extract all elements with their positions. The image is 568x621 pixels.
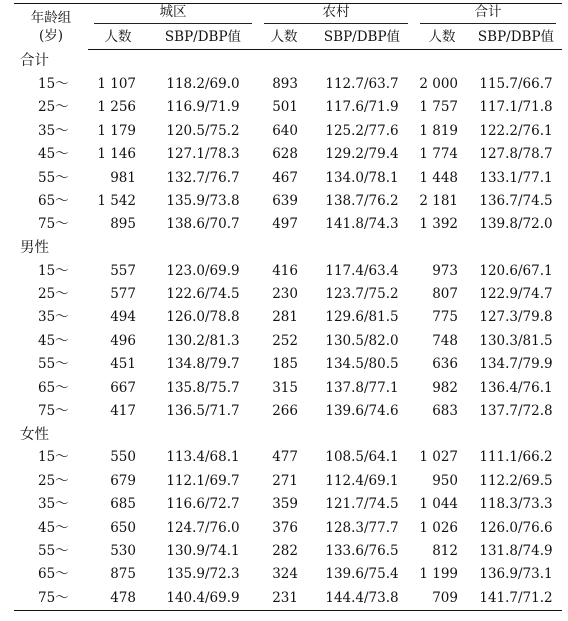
total-count-cell: 1 774 [419, 146, 458, 163]
age-cell: 65～ [38, 379, 69, 396]
rural-value-cell: 112.7/63.7 [325, 75, 399, 92]
rural-count-cell: 640 [272, 122, 298, 139]
rural-count-cell: 230 [272, 286, 298, 303]
urban-count-cell: 451 [110, 356, 136, 373]
age-cell: 65～ [38, 566, 69, 583]
total-count-cell: 973 [432, 262, 458, 279]
rural-value-cell: 137.8/77.1 [325, 379, 399, 396]
total-value-cell: 131.8/74.9 [479, 542, 553, 559]
urban-count-cell: 557 [110, 262, 136, 279]
section-label: 合计 [20, 53, 49, 70]
urban-value-cell: 140.4/69.9 [148, 587, 258, 611]
total-count-cell: 2 181 [419, 192, 458, 209]
age-group-label: 年龄组 [30, 9, 72, 26]
urban-count-cell: 417 [110, 403, 136, 420]
urban-count-cell: 875 [110, 566, 136, 583]
urban-group-header: 城区 [88, 4, 258, 27]
total-value-cell: 130.3/81.5 [479, 332, 553, 349]
urban-count-cell: 981 [110, 169, 136, 186]
urban-count-cell: 1 542 [97, 192, 136, 209]
age-cell: 25～ [38, 286, 69, 303]
total-value-cell: 120.6/67.1 [479, 262, 553, 279]
blood-pressure-table [14, 3, 562, 611]
total-count-cell: 1 044 [419, 496, 458, 513]
age-cell: 75～ [38, 403, 69, 420]
section-label: 女性 [20, 426, 49, 443]
rural-value-cell: 144.4/73.8 [310, 587, 414, 611]
rural-count-cell: 185 [272, 356, 298, 373]
rural-value-cell: 123.7/75.2 [325, 286, 399, 303]
rural-value-cell: 129.2/79.4 [325, 146, 399, 163]
rural-count-header: 人数 [258, 26, 310, 50]
rural-value-cell: 133.6/76.5 [325, 542, 399, 559]
urban-value-cell: 135.9/72.3 [166, 566, 240, 583]
rural-group-header: 农村 [258, 4, 414, 27]
urban-value-cell: 127.1/78.3 [166, 146, 240, 163]
age-cell: 15～ [38, 262, 69, 279]
table-row [14, 120, 562, 143]
rural-value-cell: 139.6/75.4 [325, 566, 399, 583]
rural-count-cell: 893 [272, 75, 298, 92]
urban-count-cell: 577 [110, 286, 136, 303]
total-count-cell: 1 392 [419, 216, 458, 233]
total-count-cell: 1 027 [419, 449, 458, 466]
total-value-header: SBP/DBP值 [470, 26, 562, 50]
urban-count-cell: 1 179 [97, 122, 136, 139]
urban-value-cell: 124.7/76.0 [166, 519, 240, 536]
rural-value-cell: 130.5/82.0 [325, 332, 399, 349]
total-value-cell: 111.1/66.2 [479, 449, 553, 466]
age-cell: 15～ [38, 449, 69, 466]
urban-count-cell: 1 107 [97, 75, 136, 92]
rural-value-cell: 121.7/74.5 [325, 496, 399, 513]
table-row [14, 330, 562, 353]
total-count-cell: 709 [414, 587, 470, 611]
table-row [14, 143, 562, 166]
table-row [14, 540, 562, 563]
rural-value-cell: 134.0/78.1 [325, 169, 399, 186]
rural-count-cell: 324 [272, 566, 298, 583]
urban-value-cell: 130.9/74.1 [166, 542, 240, 559]
age-cell: 25～ [38, 472, 69, 489]
urban-count-cell: 478 [88, 587, 148, 611]
section-label: 男性 [20, 239, 49, 256]
rural-count-cell: 281 [272, 309, 298, 326]
age-cell: 45～ [38, 146, 69, 163]
urban-count-cell: 530 [110, 542, 136, 559]
urban-value-cell: 132.7/76.7 [166, 169, 240, 186]
section-row [14, 50, 562, 74]
urban-value-cell: 135.9/73.8 [166, 192, 240, 209]
urban-count-cell: 496 [110, 332, 136, 349]
table-row [14, 493, 562, 516]
rural-value-cell: 128.3/77.7 [325, 519, 399, 536]
age-cell: 35～ [38, 496, 69, 513]
rural-count-cell: 231 [258, 587, 310, 611]
table-row [14, 213, 562, 236]
total-count-cell: 1 448 [419, 169, 458, 186]
urban-value-cell: 120.5/75.2 [166, 122, 240, 139]
total-value-cell: 134.7/79.9 [479, 356, 553, 373]
rural-count-cell: 477 [272, 449, 298, 466]
rural-count-cell: 497 [272, 216, 298, 233]
urban-value-header: SBP/DBP值 [148, 26, 258, 50]
total-count-cell: 636 [432, 356, 458, 373]
rural-count-cell: 639 [272, 192, 298, 209]
age-cell: 15～ [38, 75, 69, 92]
total-value-cell: 136.4/76.1 [479, 379, 553, 396]
urban-count-cell: 1 256 [97, 99, 136, 116]
table-row [14, 73, 562, 96]
rural-value-cell: 108.5/64.1 [325, 449, 399, 466]
urban-count-cell: 650 [110, 519, 136, 536]
age-cell: 55～ [38, 169, 69, 186]
age-cell: 35～ [38, 309, 69, 326]
total-value-cell: 122.2/76.1 [479, 122, 553, 139]
total-value-cell: 136.7/74.5 [479, 192, 553, 209]
total-count-cell: 1 199 [419, 566, 458, 583]
total-group-header: 合计 [414, 4, 562, 27]
table-row [14, 470, 562, 493]
total-count-cell: 2 000 [419, 75, 458, 92]
table-row [14, 353, 562, 376]
rural-count-cell: 315 [272, 379, 298, 396]
urban-count-cell: 494 [110, 309, 136, 326]
table-row [14, 190, 562, 213]
rural-count-cell: 252 [272, 332, 298, 349]
urban-count-cell: 667 [110, 379, 136, 396]
age-cell: 65～ [38, 192, 69, 209]
urban-value-cell: 116.6/72.7 [166, 496, 240, 513]
rural-value-cell: 129.6/81.5 [325, 309, 399, 326]
total-count-cell: 748 [432, 332, 458, 349]
table-row [14, 307, 562, 330]
total-count-cell: 807 [432, 286, 458, 303]
age-cell: 45～ [38, 332, 69, 349]
rural-value-cell: 117.4/63.4 [325, 262, 399, 279]
total-value-cell: 122.9/74.7 [479, 286, 553, 303]
total-value-cell: 133.1/77.1 [479, 169, 553, 186]
total-value-cell: 112.2/69.5 [479, 472, 553, 489]
total-value-cell: 117.1/71.8 [479, 99, 553, 116]
total-value-cell: 136.9/73.1 [479, 566, 553, 583]
urban-value-cell: 116.9/71.9 [166, 99, 240, 116]
rural-value-cell: 134.5/80.5 [325, 356, 399, 373]
total-count-cell: 1 757 [419, 99, 458, 116]
rural-count-cell: 376 [272, 519, 298, 536]
table-row [14, 167, 562, 190]
age-cell: 55～ [38, 356, 69, 373]
total-value-cell: 137.7/72.8 [479, 403, 553, 420]
table-row [14, 446, 562, 469]
age-cell: 25～ [38, 99, 69, 116]
rural-value-cell: 138.7/76.2 [325, 192, 399, 209]
urban-value-cell: 112.1/69.7 [166, 472, 240, 489]
urban-count-cell: 679 [110, 472, 136, 489]
rural-value-header: SBP/DBP值 [310, 26, 414, 50]
total-value-cell: 127.3/79.8 [479, 309, 553, 326]
table-row [14, 587, 562, 611]
rural-value-cell: 139.6/74.6 [325, 403, 399, 420]
rural-count-cell: 467 [272, 169, 298, 186]
table-row [14, 260, 562, 283]
table-row [14, 563, 562, 586]
section-row [14, 423, 562, 446]
rural-value-cell: 125.2/77.6 [325, 122, 399, 139]
total-count-cell: 950 [432, 472, 458, 489]
total-value-cell: 115.7/66.7 [479, 75, 553, 92]
rural-count-cell: 282 [272, 542, 298, 559]
total-value-cell: 126.0/76.6 [479, 519, 553, 536]
table-row [14, 283, 562, 306]
table-row [14, 517, 562, 540]
total-count-cell: 683 [432, 403, 458, 420]
urban-value-cell: 136.5/71.7 [166, 403, 240, 420]
age-group-unit: (岁) [38, 27, 64, 44]
table-row [14, 400, 562, 423]
age-group-header [14, 4, 88, 50]
total-count-cell: 982 [432, 379, 458, 396]
table-row [14, 377, 562, 400]
total-value-cell: 118.3/73.3 [479, 496, 553, 513]
total-count-cell: 1 819 [419, 122, 458, 139]
rural-value-cell: 141.8/74.3 [325, 216, 399, 233]
rural-count-cell: 359 [272, 496, 298, 513]
total-count-header: 人数 [414, 26, 470, 50]
age-cell: 35～ [38, 122, 69, 139]
urban-value-cell: 122.6/74.5 [166, 286, 240, 303]
total-count-cell: 1 026 [419, 519, 458, 536]
rural-count-cell: 266 [272, 403, 298, 420]
rural-count-cell: 501 [272, 99, 298, 116]
total-value-cell: 141.7/71.2 [470, 587, 562, 611]
urban-value-cell: 138.6/70.7 [166, 216, 240, 233]
urban-count-cell: 550 [110, 449, 136, 466]
urban-count-cell: 895 [110, 216, 136, 233]
urban-value-cell: 135.8/75.7 [166, 379, 240, 396]
urban-count-cell: 1 146 [97, 146, 136, 163]
age-cell: 75～ [38, 216, 69, 233]
age-cell: 45～ [38, 519, 69, 536]
urban-count-cell: 685 [110, 496, 136, 513]
section-row [14, 237, 562, 260]
rural-value-cell: 117.6/71.9 [325, 99, 399, 116]
urban-value-cell: 134.8/79.7 [166, 356, 240, 373]
urban-value-cell: 126.0/78.8 [166, 309, 240, 326]
rural-count-cell: 628 [272, 146, 298, 163]
age-cell: 55～ [38, 542, 69, 559]
age-cell: 75～ [14, 587, 88, 611]
urban-value-cell: 123.0/69.9 [166, 262, 240, 279]
urban-value-cell: 113.4/68.1 [166, 449, 240, 466]
urban-count-header: 人数 [88, 26, 148, 50]
rural-value-cell: 112.4/69.1 [325, 472, 399, 489]
urban-value-cell: 118.2/69.0 [166, 75, 240, 92]
table-body [14, 50, 562, 611]
total-value-cell: 139.8/72.0 [479, 216, 553, 233]
total-count-cell: 812 [432, 542, 458, 559]
rural-count-cell: 271 [272, 472, 298, 489]
urban-value-cell: 130.2/81.3 [166, 332, 240, 349]
total-count-cell: 775 [432, 309, 458, 326]
table-row [14, 96, 562, 119]
total-value-cell: 127.8/78.7 [479, 146, 553, 163]
rural-count-cell: 416 [272, 262, 298, 279]
